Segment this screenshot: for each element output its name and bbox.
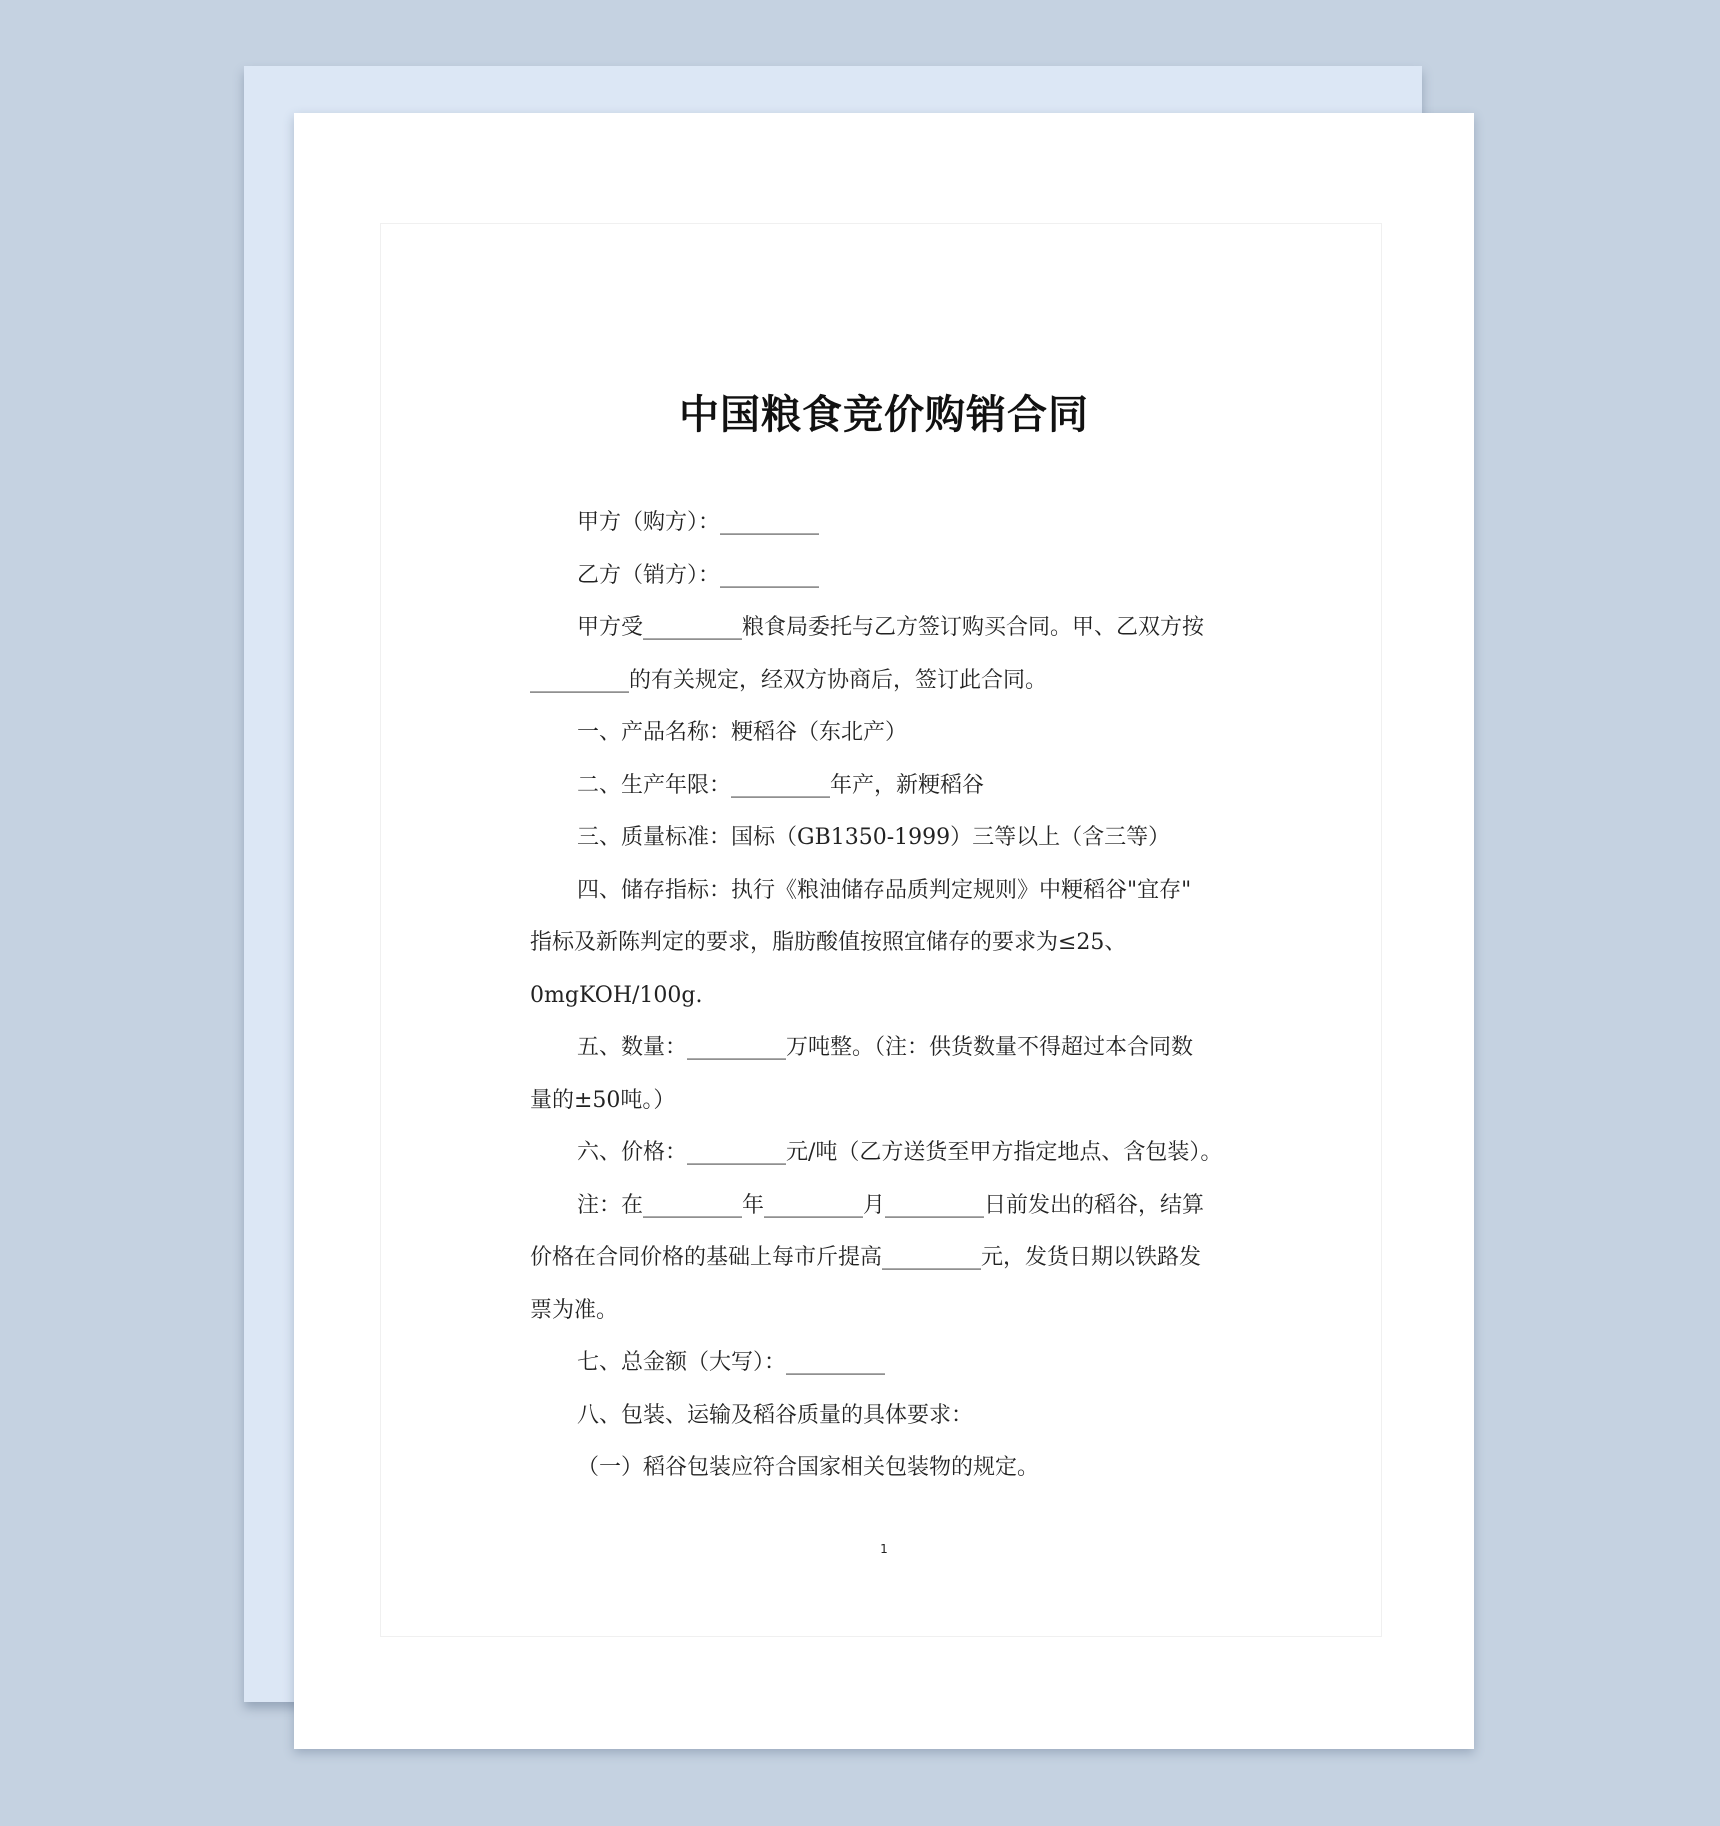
- clause-2-production-year: 二、生产年限：_________年产，新粳稻谷: [577, 772, 985, 798]
- intro-line-1: 甲方受_________粮食局委托与乙方签订购买合同。甲、乙双方按: [577, 615, 1205, 640]
- clause-4-storage-line-3: 0mgKOH/100g.: [530, 982, 703, 1008]
- clause-5-quantity-line-2: 量的±50吨。）: [530, 1087, 676, 1113]
- intro-line-2: _________的有关规定，经双方协商后，签订此合同。: [530, 667, 1048, 693]
- clause-3-quality-standard: 三、质量标准：国标（GB1350-1999）三等以上（含三等）: [577, 825, 1171, 850]
- note-line-2: 价格在合同价格的基础上每市斤提高_________元，发货日期以铁路发: [530, 1245, 1202, 1270]
- clause-4-storage-line-2: 指标及新陈判定的要求，脂肪酸值按照宜储存的要求为≤25、: [530, 930, 1127, 955]
- party-a-line: 甲方（购方）：_________: [577, 510, 820, 535]
- note-line-3: 票为准。: [530, 1297, 619, 1323]
- clause-5-quantity-line-1: 五、数量：_________万吨整。（注：供货数量不得超过本合同数: [577, 1035, 1194, 1060]
- clause-8-sub-1-packaging: （一）稻谷包装应符合国家相关包装物的规定。: [577, 1455, 1040, 1480]
- document-body: [530, 497, 1242, 1495]
- page-number: 1: [880, 1542, 888, 1556]
- document-page: [294, 113, 1474, 1749]
- document-title: 中国粮食竞价购销合同: [679, 392, 1089, 438]
- clause-4-storage-line-1: 四、储存指标：执行《粮油储存品质判定规则》中粳稻谷"宜存": [577, 877, 1192, 903]
- clause-8-requirements: 八、包装、运输及稻谷质量的具体要求：: [577, 1402, 974, 1428]
- clause-1-product-name: 一、产品名称：粳稻谷（东北产）: [577, 720, 908, 745]
- clause-7-total-amount: 七、总金额（大写）：_________: [577, 1350, 886, 1375]
- note-line-1: 注：在_________年_________月_________日前发出的稻谷，结算: [577, 1192, 1205, 1218]
- clause-6-price: 六、价格：_________元/吨（乙方送货至甲方指定地点、含包装）。: [577, 1140, 1223, 1165]
- party-b-line: 乙方（销方）：_________: [577, 562, 820, 588]
